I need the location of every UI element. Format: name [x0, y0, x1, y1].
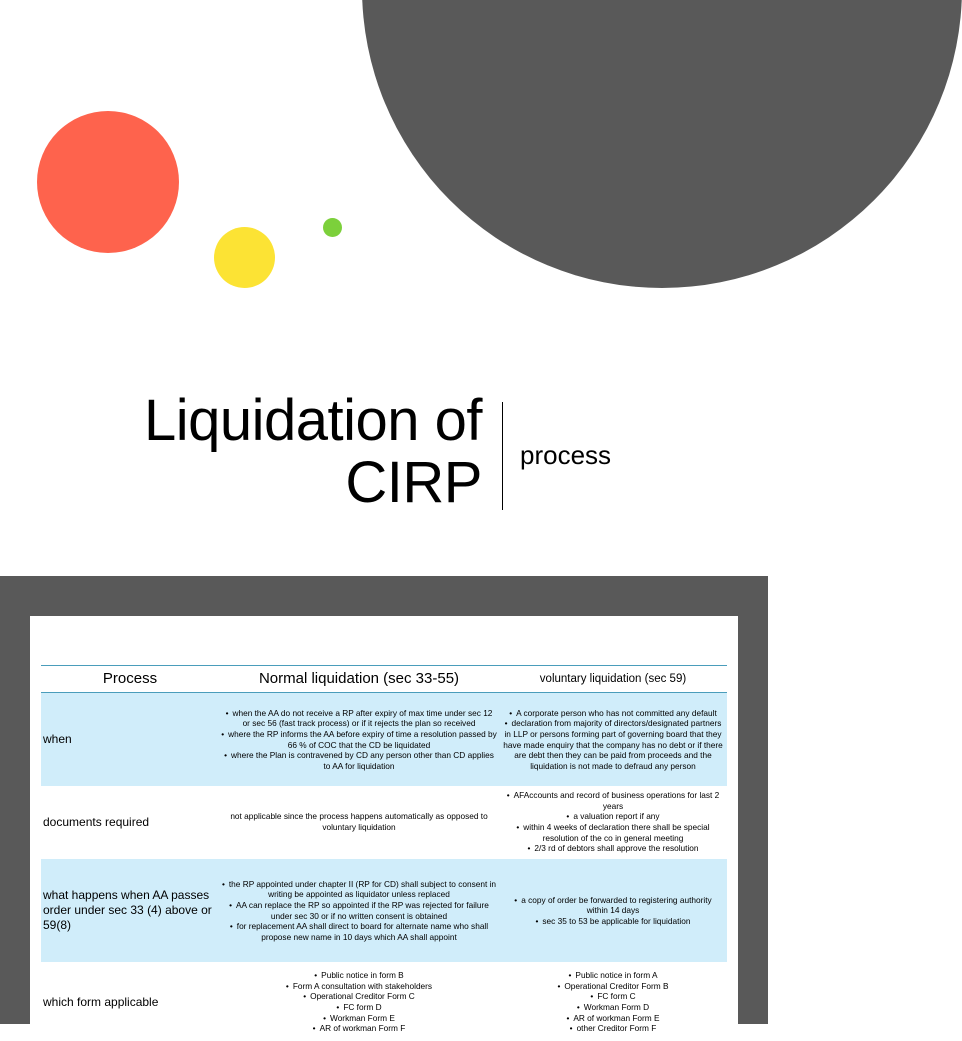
title-slide	[0, 0, 768, 576]
voluntary-cell	[503, 786, 723, 858]
list-item: • FC form D	[286, 1002, 432, 1013]
list-item: • 2/3 rd of debtors shall approve the resolution	[503, 843, 723, 854]
decorative-gray-circle	[362, 0, 962, 288]
list-item: • Workman Form D	[557, 1002, 668, 1013]
list-item: • the RP appointed under chapter II (RP for CD) shall subject to consent in writing be appointed as liquidator unless replaced	[221, 879, 497, 900]
normal-text: not applicable since the process happens automatically as opposed to voluntary liquidation	[230, 811, 488, 832]
list-item: • Public notice in form B	[286, 970, 432, 981]
title-line-2: CIRP	[345, 450, 482, 515]
list-item: • Form A consultation with stakeholders	[286, 981, 432, 992]
list-item: • where the RP informs the AA before expiry of time a resolution passed by 66 % of COC that the CD be liquidated	[221, 729, 497, 750]
title-divider	[502, 402, 503, 510]
header-normal-liquidation: Normal liquidation (sec 33-55)	[258, 670, 460, 687]
header-voluntary-liquidation: voluntary liquidation (sec 59)	[539, 673, 687, 685]
list-item: • AR of workman Form F	[286, 1023, 432, 1034]
list-item: • other Creditor Form F	[557, 1023, 668, 1034]
table-row	[41, 963, 727, 1041]
decorative-green-circle	[323, 218, 342, 237]
list-item: • AR of workman Form E	[557, 1013, 668, 1024]
normal-cell	[221, 963, 497, 1041]
list-item: • FC form C	[557, 991, 668, 1002]
voluntary-cell	[503, 693, 723, 786]
list-item: • Workman Form E	[286, 1013, 432, 1024]
voluntary-cell	[503, 859, 723, 962]
list-item: • a valuation report if any	[503, 811, 723, 822]
title-line-1: Liquidation of	[143, 388, 482, 453]
list-item: • for replacement AA shall direct to board for alternate name who shall propose new name in 10 days which AA shall appoint	[221, 921, 497, 942]
table-row	[41, 693, 727, 786]
voluntary-cell	[503, 963, 723, 1041]
list-item: • Operational Creditor Form B	[557, 981, 668, 992]
normal-cell	[221, 786, 497, 858]
list-item: • Operational Creditor Form C	[286, 991, 432, 1002]
table-header-row	[41, 666, 727, 693]
normal-cell	[221, 859, 497, 962]
row-label: which form applicable	[43, 994, 159, 1009]
slide-title	[42, 390, 482, 514]
decorative-red-circle	[37, 111, 179, 253]
list-item: • declaration from majority of directors/designated partners in LLP or persons forming part of governing board that they have made enquiry that the company has no debt or if there are debt then they can be paid from proceeds and the liquidation is not made to defraud any person	[503, 718, 723, 771]
list-item: • Public notice in form A	[557, 970, 668, 981]
row-label: documents required	[43, 814, 150, 829]
list-item: • when the AA do not receive a RP after expiry of max time under sec 12 or sec 56 (fast track process) or if it rejects the plan so received	[221, 708, 497, 729]
table-page	[30, 616, 738, 1036]
list-item: • where the Plan is contravened by CD any person other than CD applies to AA for liquidation	[221, 750, 497, 771]
row-label: when	[43, 732, 72, 746]
list-item: • a copy of order be forwarded to registering authority within 14 days	[503, 895, 723, 916]
header-process: Process	[102, 670, 158, 687]
list-item: • sec 35 to 53 be applicable for liquidation	[503, 916, 723, 927]
table-slide	[0, 576, 768, 1034]
normal-cell	[221, 693, 497, 786]
table-row	[41, 786, 727, 858]
decorative-yellow-circle	[214, 227, 275, 288]
slide-subtitle: process	[520, 440, 612, 470]
row-label: what happens when AA passes order under sec 33 (4) above or 59(8)	[43, 888, 212, 932]
list-item: • AFAccounts and record of business operations for last 2 years	[503, 790, 723, 811]
table-row	[41, 859, 727, 962]
list-item: • A corporate person who has not committed any default	[503, 708, 723, 719]
list-item: • within 4 weeks of declaration there shall be special resolution of the co in general meeting	[503, 822, 723, 843]
list-item: • AA can replace the RP so appointed if the RP was rejected for failure under sec 30 or if no written consent is obtained	[221, 900, 497, 921]
